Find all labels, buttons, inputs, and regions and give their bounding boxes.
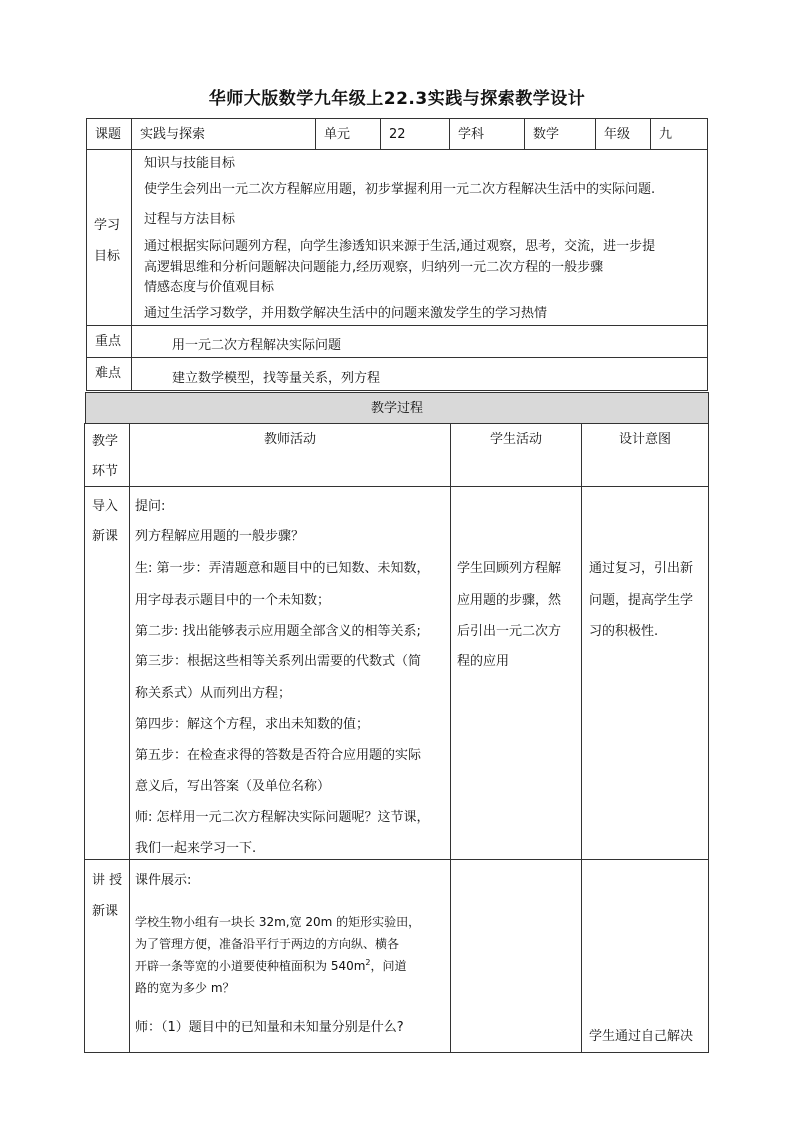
subject-label-cell xyxy=(449,118,525,150)
difficulty-label: 难点 xyxy=(95,366,122,381)
key-point-label: 重点 xyxy=(95,334,122,349)
course-label: 课题 xyxy=(95,127,122,142)
student-header-cell xyxy=(450,423,582,487)
lecture-teacher-intro: 课件展示: xyxy=(135,873,192,888)
attitude-text: 通过生活学习数学，并用数学解决生活中的问题来激发学生的学习热情 xyxy=(144,306,548,321)
document-title: 华师大版数学九年级上22.3实践与探索教学设计 xyxy=(208,89,586,109)
unit-label: 单元 xyxy=(324,127,351,142)
course-value-cell xyxy=(131,118,316,150)
objectives-label-cell xyxy=(86,149,132,326)
intro-intent-line: 通过复习，引出新 xyxy=(589,561,694,576)
lecture-intent-cell xyxy=(581,859,709,1053)
square-superscript: 2 xyxy=(365,958,371,967)
intro-student-line: 程的应用 xyxy=(457,654,510,669)
teacher-header: 教师活动 xyxy=(263,432,316,447)
intro-student-cell xyxy=(450,486,582,860)
course-label-cell xyxy=(86,118,132,150)
intro-student-line: 后引出一元二次方 xyxy=(457,624,562,639)
intro-teacher-line: 用字母表示题目中的一个未知数； xyxy=(135,593,331,608)
intro-teacher-line: 称关系式）从而列出方程； xyxy=(135,686,292,701)
problem-line-part: 开辟一条等宽的小道要使种植面积为 540m xyxy=(135,959,366,973)
objectives-label-line2: 目标 xyxy=(94,249,121,264)
problem-line xyxy=(135,957,407,974)
process-text-1: 通过根据实际问题列方程，向学生渗透知识来源于生活,通过观察，思考，交流，进一步提 xyxy=(144,239,656,254)
intro-teacher-line: 师: 怎样用一元二次方程解决实际问题呢？这节课， xyxy=(135,810,430,825)
intro-teacher-line: 第二步: 找出能够表示应用题全部含义的相等关系; xyxy=(135,624,421,639)
intro-teacher-line: 提问: xyxy=(135,499,166,514)
intent-header-cell xyxy=(581,423,709,487)
problem-line: 路的宽为多少 m？ xyxy=(135,981,235,995)
intro-intent-cell xyxy=(581,486,709,860)
teacher-header-cell xyxy=(129,423,451,487)
intro-teacher-line: 列方程解应用题的一般步骤？ xyxy=(135,529,305,544)
process-header: 教学过程 xyxy=(370,401,423,416)
problem-line: 为了管理方便，准备沿平行于两边的方向纵、横各 xyxy=(135,937,400,951)
grade-value: 九 xyxy=(659,127,673,142)
intro-teacher-line: 第四步：解这个方程，求出未知数的值； xyxy=(135,717,370,732)
lecture-stage-cell xyxy=(84,859,130,1053)
course-value: 实践与探索 xyxy=(140,127,206,142)
intro-stage-line2: 新课 xyxy=(92,529,119,544)
intro-teacher-line: 第五步：在检查求得的答数是否符合应用题的实际 xyxy=(135,748,422,763)
knowledge-text: 使学生会列出一元二次方程解应用题，初步掌握利用一元二次方程解决生活中的实际问题. xyxy=(144,182,656,197)
lecture-stage-line1: 讲 授 xyxy=(92,873,123,888)
unit-value: 22 xyxy=(389,127,406,142)
subject-value: 数学 xyxy=(533,127,560,142)
problem-line: 学校生物小组有一块长 32m,宽 20m 的矩形实验田， xyxy=(135,915,421,929)
objectives-label-line1: 学习 xyxy=(94,218,121,233)
stage-header-line1: 教学 xyxy=(92,434,119,449)
intro-intent-line: 习的积极性. xyxy=(589,624,659,639)
intro-teacher-line: 我们一起来学习一下. xyxy=(135,841,257,856)
intro-intent-line: 问题，提高学生学 xyxy=(589,593,694,608)
intro-teacher-line: 生: 第一步：弄清题意和题目中的已知数、未知数， xyxy=(135,561,430,576)
process-heading: 过程与方法目标 xyxy=(144,212,236,227)
subject-label: 学科 xyxy=(458,127,485,142)
unit-label-cell xyxy=(315,118,381,150)
problem-line-part: ，问道 xyxy=(370,959,407,973)
process-header-cell xyxy=(85,392,709,424)
key-point-value: 用一元二次方程解决实际问题 xyxy=(172,338,342,353)
key-point-label-cell xyxy=(86,325,132,358)
grade-value-cell xyxy=(650,118,708,150)
intent-header: 设计意图 xyxy=(618,432,671,447)
intro-student-line: 应用题的步骤，然 xyxy=(457,593,562,608)
difficulty-label-cell xyxy=(86,357,132,391)
subject-value-cell xyxy=(524,118,596,150)
lecture-stage-line2: 新课 xyxy=(92,904,119,919)
difficulty-value: 建立数学模型，找等量关系，列方程 xyxy=(172,371,381,386)
lecture-student-cell xyxy=(450,859,582,1053)
student-header: 学生活动 xyxy=(489,432,542,447)
knowledge-heading: 知识与技能目标 xyxy=(144,156,236,171)
grade-label: 年级 xyxy=(604,127,631,142)
process-text-2: 高逻辑思维和分析问题解决问题能力,经历观察，归纳列一元二次方程的一般步骤 xyxy=(144,260,604,275)
stage-header-line2: 环节 xyxy=(92,464,119,479)
intro-teacher-line: 意义后，写出答案（及单位名称） xyxy=(135,779,331,794)
lecture-question: 师：（1）题目中的已知量和未知量分别是什么? xyxy=(135,1020,404,1035)
intro-stage-line1: 导入 xyxy=(92,499,119,514)
grade-label-cell xyxy=(595,118,651,150)
intro-student-line: 学生回顾列方程解 xyxy=(457,561,562,576)
attitude-heading: 情感态度与价值观目标 xyxy=(144,280,275,295)
unit-value-cell xyxy=(380,118,450,150)
intro-teacher-line: 第三步：根据这些相等关系列出需要的代数式（简 xyxy=(135,654,422,669)
lecture-intent-text: 学生通过自己解决 xyxy=(589,1029,694,1044)
